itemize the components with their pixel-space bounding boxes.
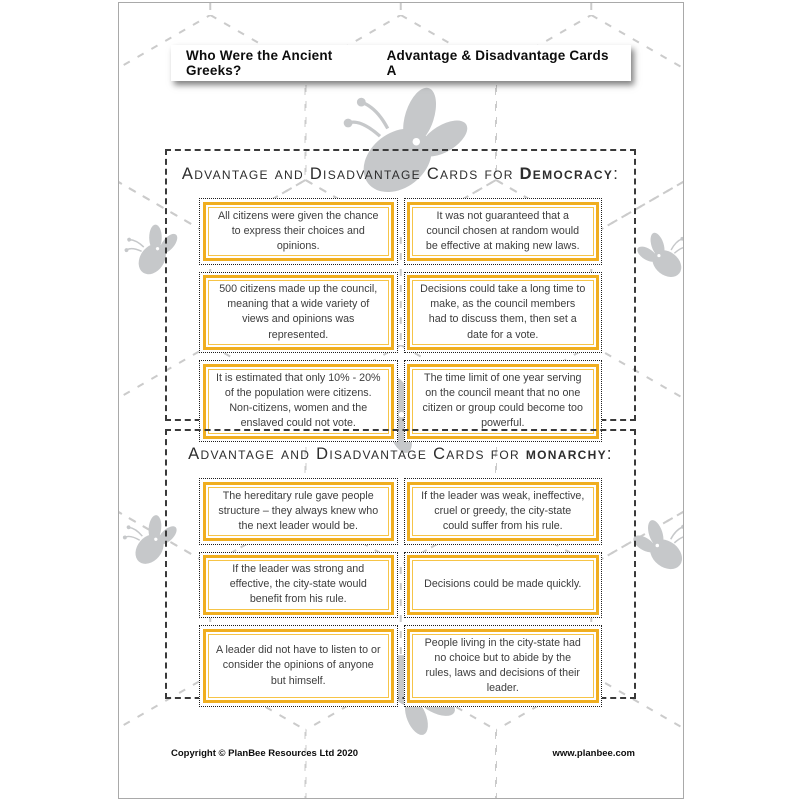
card-text: All citizens were given the chance to express their choices and opinions. xyxy=(203,202,395,262)
section-title-democracy xyxy=(167,165,634,184)
card-text: If the leader was weak, ineffective, cruel or greedy, the city-state could suffer from his rule. xyxy=(407,482,599,542)
disadvantage-card xyxy=(404,272,603,354)
disadvantage-card xyxy=(404,478,603,545)
section-title-prefix: Advantage and Disadvantage Cards for xyxy=(181,165,520,183)
header-right-title: Advantage & Disadvantage Cards A xyxy=(386,48,609,78)
card-text: The time limit of one year serving on the council meant that no one citizen or group could become too powerful. xyxy=(407,364,599,439)
card-text: Decisions could take a long time to make, as the council members had to discuss them, then set a date for a vote. xyxy=(407,275,599,350)
section-monarchy xyxy=(165,429,636,699)
section-title-monarchy xyxy=(167,445,634,464)
section-title-keyword: Democracy xyxy=(519,165,614,183)
website-link[interactable]: www.planbee.com xyxy=(552,748,635,759)
disadvantage-card xyxy=(404,198,603,265)
card-text: It is estimated that only 10% - 20% of the population were citizens. Non-citizens, women and the enslaved could not vote. xyxy=(203,364,395,439)
card-text: It was not guaranteed that a council chosen at random would be effective at making new laws. xyxy=(407,202,599,262)
disadvantage-card xyxy=(404,625,603,707)
card-text: 500 citizens made up the council, meaning that a wide variety of views and opinions was represented. xyxy=(203,275,395,350)
advantage-card xyxy=(199,552,398,619)
advantage-card xyxy=(199,272,398,354)
monarchy-cards-grid xyxy=(199,478,602,695)
card-text: The hereditary rule gave people structure – they always knew who the next leader would be. xyxy=(203,482,395,542)
card-text: Decisions could be made quickly. xyxy=(407,555,599,615)
header-left-title: Who Were the Ancient Greeks? xyxy=(186,48,333,78)
page-footer xyxy=(171,748,635,759)
disadvantage-card xyxy=(199,625,398,707)
page-header xyxy=(171,45,631,81)
advantage-card xyxy=(199,198,398,265)
card-text: If the leader was strong and effective, the city-state would benefit from his rule. xyxy=(203,555,395,615)
section-title-keyword: monarchy xyxy=(525,445,607,463)
advantage-card xyxy=(404,552,603,619)
bee-icon xyxy=(633,516,684,578)
card-text: A leader did not have to listen to or consider the opinions of anyone but himself. xyxy=(203,629,395,704)
section-title-suffix: : xyxy=(606,445,613,463)
section-title-prefix: Advantage and Disadvantage Cards for xyxy=(188,445,526,463)
card-text: People living in the city-state had no choice but to abide by the rules, laws and decisions of their leader. xyxy=(407,629,599,704)
bee-icon xyxy=(637,229,684,285)
democracy-cards-grid xyxy=(199,198,602,430)
copyright-text: Copyright © PlanBee Resources Ltd 2020 xyxy=(171,748,359,759)
advantage-card xyxy=(199,478,398,545)
section-democracy xyxy=(165,149,636,430)
worksheet-page xyxy=(118,2,684,799)
section-title-suffix: : xyxy=(613,165,620,183)
